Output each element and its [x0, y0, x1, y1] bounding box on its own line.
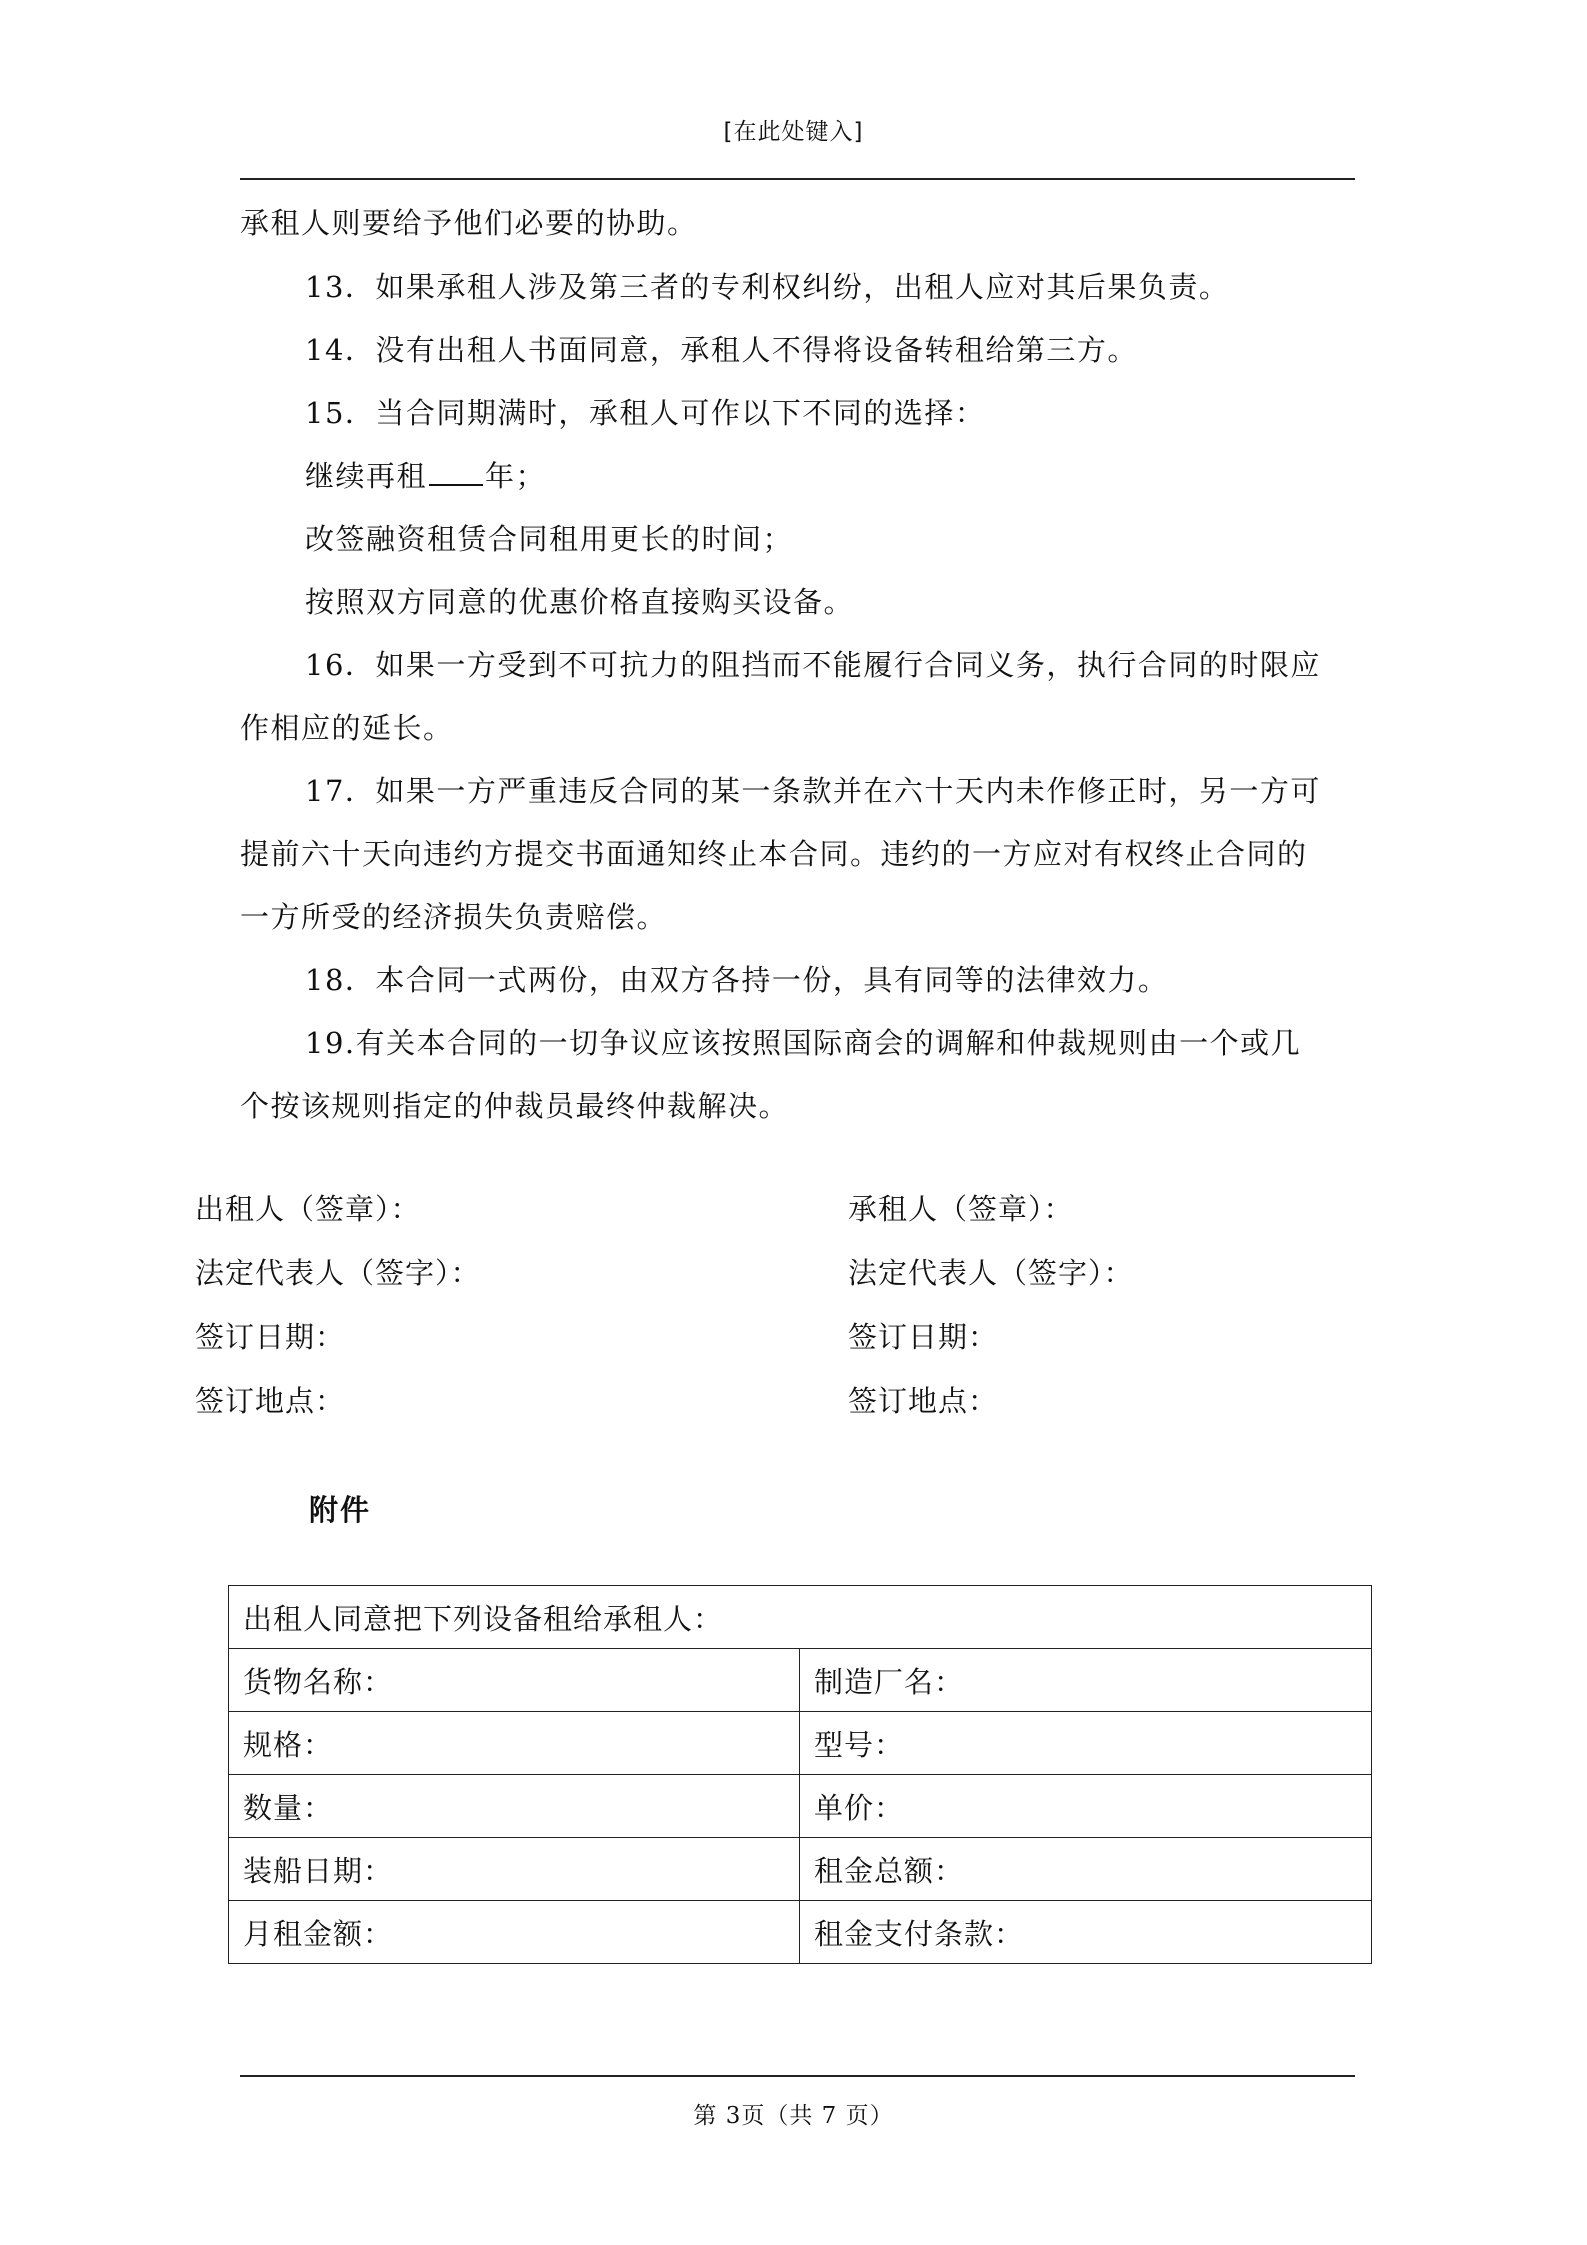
- table-cell: 单价：: [800, 1775, 1372, 1838]
- clause-16-line-1: 16．如果一方受到不可抗力的阻挡而不能履行合同义务，执行合同的时限应: [305, 648, 1321, 682]
- lessor-date-label: 签订日期：: [195, 1320, 346, 1354]
- table-cell: 型号：: [800, 1712, 1372, 1775]
- clause-16-line-2: 作相应的延长。: [240, 711, 454, 745]
- table-cell: 装船日期：: [229, 1838, 800, 1901]
- clause-15-option-2: 改签融资租赁合同租用更长的时间；: [305, 522, 794, 556]
- header-rule: [240, 178, 1355, 180]
- page-header: [在此处键入]: [723, 119, 864, 145]
- attachment-title: 附件: [309, 1493, 372, 1527]
- clause-17-line-1: 17．如果一方严重违反合同的某一条款并在六十天内未作修正时，另一方可: [305, 774, 1321, 808]
- table-cell: 货物名称：: [229, 1649, 800, 1712]
- lessee-date-label: 签订日期：: [848, 1320, 999, 1354]
- clause-15-option-1-text: 继续再租: [305, 459, 428, 493]
- footer-rule: [240, 2075, 1355, 2077]
- table-row: [229, 1649, 1372, 1712]
- lessor-representative-label: 法定代表人（签字）：: [195, 1256, 481, 1290]
- table-cell: 租金支付条款：: [800, 1901, 1372, 1964]
- lessor-seal-label: 出租人（签章）：: [195, 1192, 421, 1226]
- clause-15: 15．当合同期满时，承租人可作以下不同的选择：: [305, 396, 986, 430]
- table-cell: 租金总额：: [800, 1838, 1372, 1901]
- table-row: [229, 1712, 1372, 1775]
- table-row: [229, 1838, 1372, 1901]
- clause-15-option-1: [305, 458, 546, 494]
- clause-14: 14．没有出租人书面同意，承租人不得将设备转租给第三方。: [305, 333, 1138, 367]
- table-row: [229, 1586, 1372, 1649]
- table-row: [229, 1901, 1372, 1964]
- lessee-place-label: 签订地点：: [848, 1384, 999, 1418]
- page-number: 第 3页（共 7 页）: [693, 2103, 894, 2129]
- clause-17-line-2: 提前六十天向违约方提交书面通知终止本合同。违约的一方应对有权终止合同的: [240, 837, 1308, 871]
- table-cell: 月租金额：: [229, 1901, 800, 1964]
- table-row: [229, 1775, 1372, 1838]
- lessee-representative-label: 法定代表人（签字）：: [848, 1256, 1134, 1290]
- clause-17-line-3: 一方所受的经济损失负责赔偿。: [240, 900, 668, 934]
- table-cell: 数量：: [229, 1775, 800, 1838]
- fill-in-blank: [429, 458, 483, 486]
- clause-19-line-1: 19.有关本合同的一切争议应该按照国际商会的调解和仲裁规则由一个或几: [305, 1026, 1302, 1060]
- clause-15-option-3: 按照双方同意的优惠价格直接购买设备。: [305, 585, 855, 619]
- clause-15-option-1-unit: 年；: [485, 459, 547, 493]
- lessee-seal-label: 承租人（签章）：: [848, 1192, 1074, 1226]
- clause-19-line-2: 个按该规则指定的仲裁员最终仲裁解决。: [240, 1089, 790, 1123]
- table-cell: 制造厂名：: [800, 1649, 1372, 1712]
- table-header-cell: 出租人同意把下列设备租给承租人：: [229, 1586, 1372, 1649]
- table-cell: 规格：: [229, 1712, 800, 1775]
- lessor-place-label: 签订地点：: [195, 1384, 346, 1418]
- clause-18: 18．本合同一式两份，由双方各持一份，具有同等的法律效力。: [305, 963, 1169, 997]
- clause-13: 13．如果承租人涉及第三者的专利权纠纷，出租人应对其后果负责。: [305, 270, 1230, 304]
- equipment-table: [228, 1585, 1372, 1964]
- clause-12-continuation: 承租人则要给予他们必要的协助。: [240, 206, 698, 240]
